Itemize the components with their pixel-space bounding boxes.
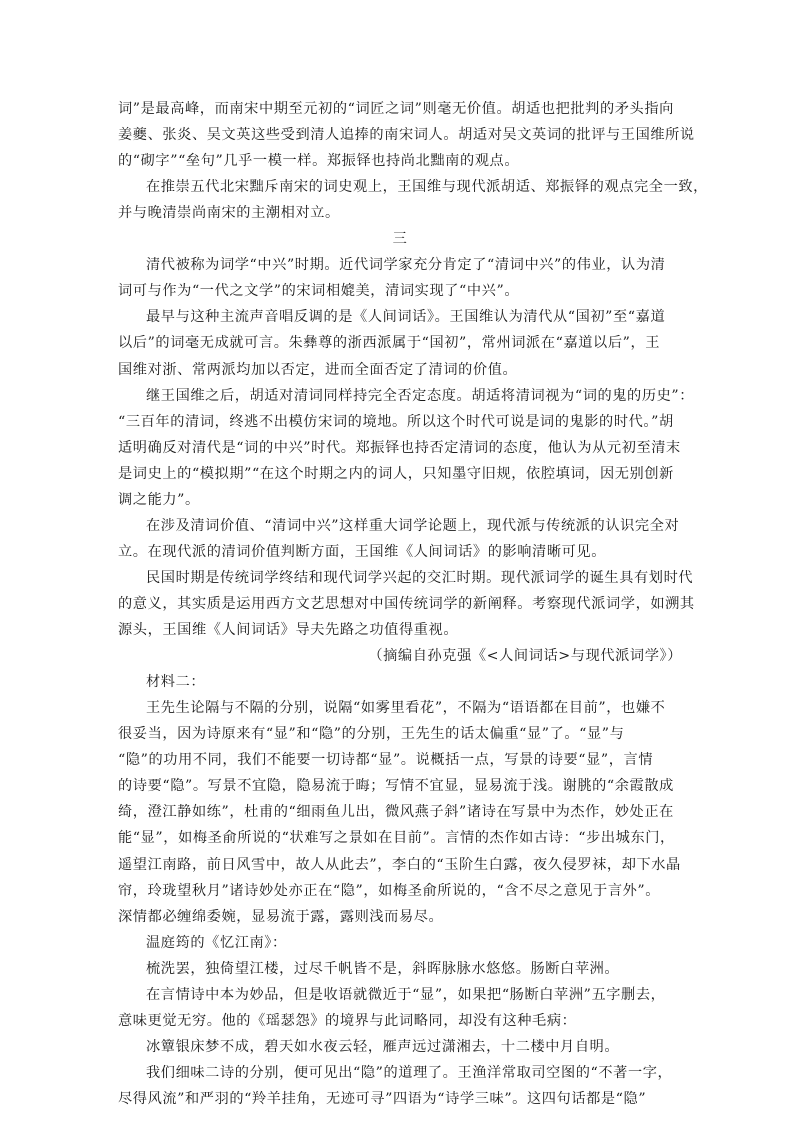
- text-line: 是词史上的“模拟期”“在这个时期之内的词人，只知墨守旧规，依腔填词，因无别创新: [118, 465, 674, 482]
- text-line: 尽得风流”和严羽的“羚羊挂角，无迹可寻”四语为“诗学三味”。这四句话都是“隐”: [118, 1091, 647, 1107]
- text-line: 帘，玲珑望秋月”诸诗妙处亦正在“隐”，如梅圣俞所说的，“含不尽之意见于言外”。: [118, 882, 661, 899]
- text-line: 的“砌字”“垒句”几乎一模一样。郑振铎也持尚北黜南的观点。: [118, 153, 520, 170]
- text-line: 并与晚清崇尚南宋的主潮相对立。: [118, 205, 340, 222]
- text-line: “三百年的清词，终逃不出模仿宋词的境地。所以这个时代可说是词的鬼影的时代。”胡: [118, 413, 674, 430]
- section-heading: 三: [392, 231, 408, 248]
- poem-quote: 梳洗罢，独倚望江楼，过尽千帆皆不是，斜晖脉脉水悠悠。肠断白苹洲。: [146, 960, 620, 977]
- text-line: 国维对浙、常两派均加以否定，进而全面否定了清词的价值。: [118, 361, 518, 378]
- paragraph-start: 继王国维之后，胡适对清词同样持完全否定态度。胡适将清词视为“词的鬼的历史”：: [146, 387, 695, 404]
- paragraph-start: 在推崇五代北宋黜斥南宋的词史观上，王国维与现代派胡适、郑振铎的观点完全一致，: [146, 179, 708, 196]
- paragraph-start: 最早与这种主流声音唱反调的是《人间词话》。王国维认为清代从“国初”至“嘉道: [146, 309, 666, 326]
- text-line: 绮，澄江静如练”，杜甫的“细雨鱼儿出，微风燕子斜”诸诗在写景中为杰作，妙处正在: [118, 804, 674, 821]
- poem-quote: 冰簟银床梦不成，碧天如水夜云轻，雁声远过潇湘去，十二楼中月自明。: [146, 1038, 620, 1055]
- text-line: 调之能力”。: [118, 491, 200, 508]
- text-line: 词”是最高峰，而南宋中期至元初的“词匠之词”则毫无价值。胡适也把批判的矛头指向: [118, 101, 674, 117]
- text-line: 以后”的词毫无成就可言。朱彝尊的浙西派属于“国初”，常州词派在“嘉道以后”，王: [118, 335, 661, 352]
- text-line: 的意义，其实质是运用西方文艺思想对中国传统词学的新阐释。考察现代派词学，如溯其: [118, 596, 695, 612]
- text-line: 源头，王国维《人间词话》导夫先路之功值得重视。: [118, 622, 459, 639]
- text-line: 遥望江南路，前日风雪中，故人从此去”，李白的“玉阶生白露，夜久侵罗袜，却下水晶: [118, 856, 681, 873]
- text-line: 适明确反对清代是“词的中兴”时代。郑振铎也持否定清词的态度，他认为从元初至清末: [118, 439, 681, 456]
- text-line: 很妥当，因为诗原来有“显”和“隐”的分别，王先生的话太偏重“显”了。“显”与: [118, 726, 625, 743]
- text-line: 深情都必缠绵委婉，显易流于露，露则浅而易尽。: [118, 908, 444, 925]
- paragraph-start: 民国时期是传统词学终结和现代词学兴起的交汇时期。现代派词学的诞生具有划时代: [146, 569, 694, 586]
- paragraph-start: 在言情诗中本为妙品，但是收语就微近于“显”，如果把“肠断白苹洲”五字删去，: [146, 986, 666, 1003]
- text-line: 意味更觉无穷。他的《瑶瑟怨》的境界与此词略同，却没有这种毛病：: [118, 1012, 577, 1029]
- paragraph-start: 温庭筠的《忆江南》：: [146, 934, 287, 951]
- paragraph-start: 王先生论隔与不隔的分别，说隔“如雾里看花”，不隔为“语语都在目前”，也嫌不: [146, 700, 666, 717]
- source-citation: （摘编自孙克强《<人间词话>与现代派词学》）: [368, 648, 682, 665]
- paragraph-start: 我们细味二诗的分别，便可见出“隐”的道理了。王渔洋常取司空图的“不著一字，: [146, 1064, 673, 1081]
- text-line: “隐”的功用不同，我们不能要一切诗都“显”。说概括一点，写景的诗要“显”，言情: [118, 752, 654, 769]
- paragraph-start: 在涉及清词价值、“清词中兴”这样重大词学论题上，现代派与传统派的认识完全对: [146, 517, 680, 534]
- text-line: 的诗要“隐”。写景不宜隐，隐易流于晦；写情不宜显，显易流于浅。谢朓的“余霞散成: [118, 778, 674, 795]
- paragraph-start: 清代被称为词学“中兴”时期。近代词学家充分肯定了“清词中兴”的伟业，认为清: [146, 257, 666, 274]
- material-label: 材料二：: [146, 674, 206, 691]
- text-line: 词可与作为“一代之文学”的宋词相媲美，清词实现了“中兴”。: [118, 283, 520, 300]
- text-line: 姜夔、张炎、吴文英这些受到清人追捧的南宋词人。胡适对吴文英词的批评与王国维所说: [118, 127, 695, 144]
- text-line: 立。在现代派的清词价值判断方面，王国维《人间词话》的影响清晰可见。: [118, 543, 606, 560]
- text-line: 能“显”，如梅圣俞所说的“状难写之景如在目前”。言情的杰作如古诗：“步出城东门，: [118, 830, 675, 847]
